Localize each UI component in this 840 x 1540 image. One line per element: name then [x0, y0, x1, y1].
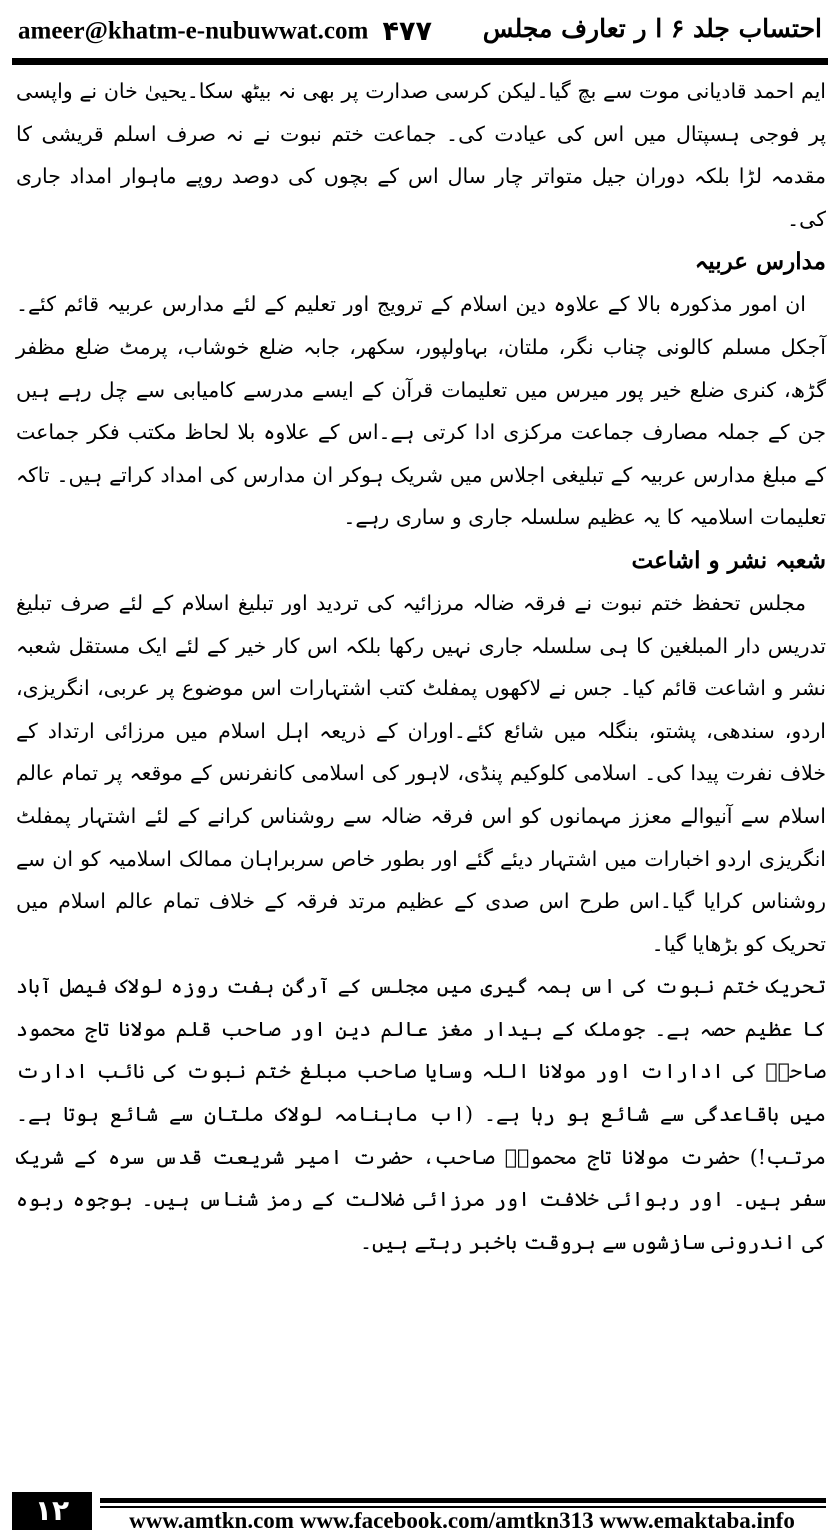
footer-page-number: ۱۲: [12, 1492, 92, 1530]
header-title: احتساب جلد ۶ ا ر تعارف مجلس: [482, 14, 822, 43]
section-heading-madaris: مدارس عربیہ: [694, 248, 826, 276]
footer-rules: [100, 1498, 826, 1508]
header-email: ameer@khatm-e-nubuwwat.com: [18, 17, 369, 45]
header-rule: [12, 58, 828, 65]
footer-links[interactable]: www.amtkn.com www.facebook.com/amtkn313 www.emaktaba.info: [129, 1508, 795, 1533]
paragraph-1: ایم احمد قادیانی موت سے بچ گیا۔لیکن کرسی صدارت پر بھی نہ بیٹھ سکا۔یحییٰ خان نے واپسی پر فوجی ہسپتال میں اس کی عیادت کی۔ جماعت ختم نبوت نے نہ صرف اسلم قریشی کا مقدمہ لڑا بلکہ دوران جیل متواتر چار سال اس کے بچوں کی دوصد روپے ماہوار امداد جاری کی۔: [16, 79, 826, 231]
paragraph-2: ان امور مذکورہ بالا کے علاوہ دین اسلام کے ترویج اور تعلیم کے لئے مدارس عربیہ قائم کئے۔ آجکل مسلم کالونی چناب نگر، ملتان، بہاولپور، سکھر، جابہ ضلع خوشاب، پرمٹ ضلع مظفر گڑھ، کنری ضلع خیر پور میرس میں تعلیمات قرآن کے ایسے مدرسے کامیابی سے چل رہے ہیں جن کے جملہ مصارف جماعت مرکزی ادا کرتی ہے۔اس کے علاوہ بلا لحاظ مکتب فکر جماعت کے مبلغ مدارس عربیہ کے تبلیغی اجلاس میں شریک ہوکر ان مدارس کی امداد کراتے ہیں۔ تاکہ تعلیمات اسلامیہ کا یہ عظیم سلسلہ جاری و ساری رہے۔: [16, 292, 826, 530]
section-heading-nashr: شعبہ نشر و اشاعت: [631, 546, 826, 574]
page-header: [18, 10, 822, 54]
page-footer: [0, 1492, 840, 1540]
header-left: [18, 16, 432, 47]
paragraph-4: تحریک ختم نبوت کی اس ہمہ گیری میں مجلس کے آرگن ہفت روزہ لولاک فیصل آباد کا عظیم حصہ ہے۔ جوملک کے بیدار مغز عالم دین اور صاحب قلم مولانا تاج محمود صاحبؒ کی ادارات اور مولانا اللہ وسایا صاحب مبلغ ختم نبوت کی نائب ادارت میں باقاعدگی سے شائع ہو رہا ہے۔ (اب ماہنامہ لولاک ملتان سے شائع ہوتا ہے۔مرتب!) حضرت مولانا تاج محمودؒ صاحب، حضرت امیر شریعت قدس سرہ کے شریک سفر ہیں۔ اور ربوائی خلافت اور مرزائی ضلالت کے رمز شناس ہیں۔ بوجوہ ربوہ کی اندرونی سازشوں سے ہروقت باخبر رہتے ہیں۔: [16, 974, 826, 1254]
paragraph-3: مجلس تحفظ ختم نبوت نے فرقہ ضالہ مرزائیہ کی تردید اور تبلیغ اسلام کے لئے صرف تبلیغ تدریس دار المبلغین کا ہی سلسلہ جاری نہیں رکھا بلکہ اس کار خیر کے لئے ایک مستقل شعبہ نشر و اشاعت قائم کیا۔ جس نے لاکھوں پمفلٹ کتب اشتہارات اس موضوع پر عربی، انگریزی، اردو، سندھی، پشتو، بنگلہ میں شائع کئے۔اوران کے ذریعہ اہل اسلام میں مرزائی ارتداد کے خلاف نفرت پیدا کی۔ اسلامی کلوکیم پنڈی، لاہور کی اسلامی کانفرنس کے موقعہ پر تمام عالم اسلام سے آنیوالے معزز مہمانوں کو اس فرقہ ضالہ سے روشناس کرانے کے لئے اشتہار پمفلٹ انگریزی اردو اخبارات میں اشتہار دیئے گئے اور بطور خاص سربراہان ممالک اسلامیہ کو ان سے روشناس کرایا گیا۔اس طرح اس صدی کے عظیم مرتد فرقہ کے خلاف تمام عالم اسلام میں تحریک کو بڑھایا گیا۔: [16, 590, 826, 956]
header-page-number: ۴۷۷: [382, 16, 432, 47]
page-body: [16, 70, 826, 1263]
